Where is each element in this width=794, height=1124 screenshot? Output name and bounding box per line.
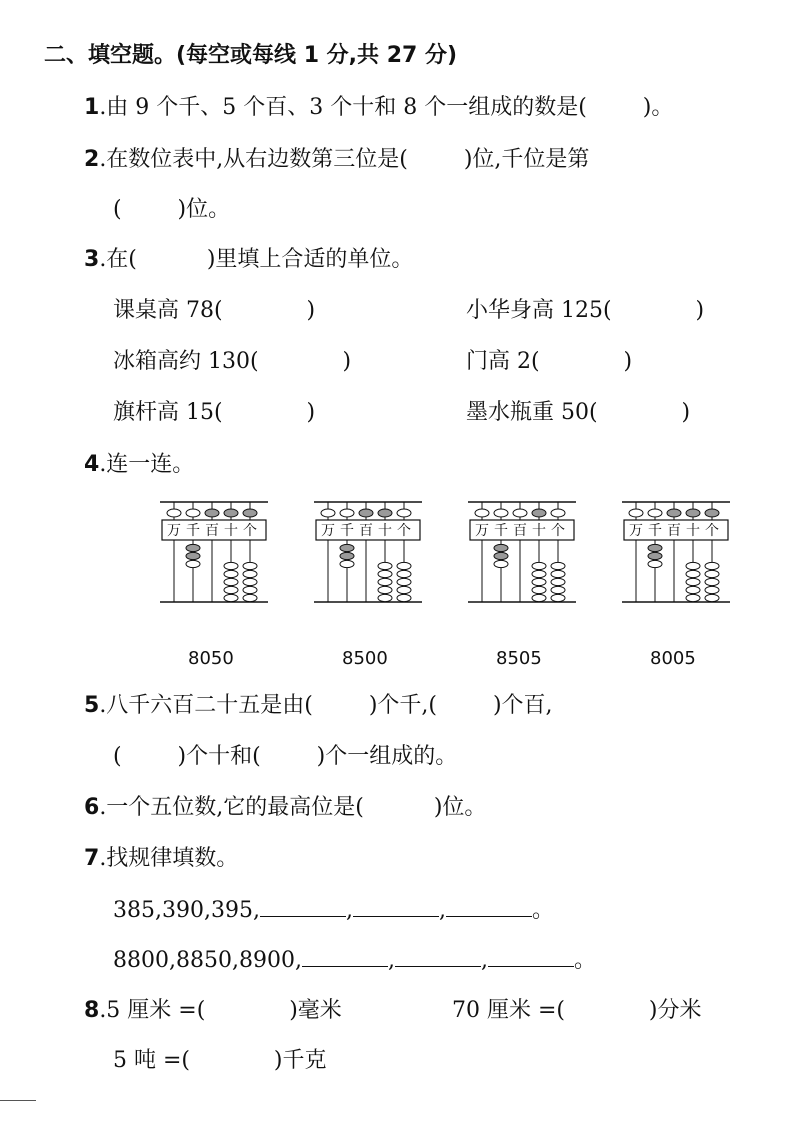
bead: [378, 509, 392, 517]
bead: [551, 509, 565, 517]
question-8-part-2: 70 厘米 =( )分米: [452, 998, 702, 1023]
bead: [340, 544, 354, 551]
place-value-label: 万: [321, 523, 335, 539]
number-label: 8005: [650, 648, 696, 669]
bead: [705, 509, 719, 517]
bead: [378, 594, 392, 601]
unit-item: 课桌高 78( ): [113, 298, 316, 323]
answer-blank: [353, 896, 439, 917]
question-text: .连一连。: [99, 452, 195, 477]
bead: [532, 509, 546, 517]
question-number: 8: [84, 998, 100, 1023]
bead: [648, 560, 662, 567]
question-3: [84, 246, 413, 274]
question-text: .一个五位数,它的最高位是( )位。: [99, 795, 487, 820]
bead: [378, 570, 392, 577]
bead: [532, 578, 546, 585]
question-4: [84, 451, 194, 479]
bead: [340, 509, 354, 517]
place-value-label: 十: [532, 523, 546, 539]
bead: [648, 552, 662, 559]
bead: [705, 562, 719, 569]
question-text: .在数位表中,从右边数第三位是( )位,千位是第: [99, 147, 590, 172]
bead: [340, 552, 354, 559]
question-1: [84, 94, 673, 122]
bead: [243, 594, 257, 601]
place-value-label: 个: [705, 523, 719, 539]
bead: [224, 509, 238, 517]
bead: [667, 509, 681, 517]
question-text: .由 9 个千、5 个百、3 个十和 8 个一组成的数是( )。: [99, 95, 674, 120]
question-2-continued: ( )位。: [113, 197, 231, 222]
question-number: 3: [84, 247, 100, 272]
bead: [397, 594, 411, 601]
question-8-part-3: 5 吨 =( )千克: [113, 1048, 327, 1073]
bead: [243, 509, 257, 517]
bead: [629, 509, 643, 517]
place-value-label: 个: [243, 523, 257, 539]
bead: [532, 586, 546, 593]
abacus-svg: [468, 498, 576, 606]
question-8: [84, 997, 342, 1025]
question-number: 2: [84, 147, 100, 172]
place-value-label: 百: [359, 523, 373, 539]
place-value-label: 百: [205, 523, 219, 539]
question-number: 6: [84, 795, 100, 820]
place-value-label: 万: [629, 523, 643, 539]
bead: [224, 570, 238, 577]
bead: [686, 594, 700, 601]
question-5-continued: ( )个十和( )个一组成的。: [113, 744, 458, 769]
unit-item: 小华身高 125( ): [466, 298, 705, 323]
abacus-2: [314, 498, 422, 606]
bead: [224, 562, 238, 569]
bead: [686, 509, 700, 517]
abacus-1: [160, 498, 268, 606]
place-value-label: 千: [340, 523, 354, 539]
abacus-svg: [314, 498, 422, 606]
question-text: .八千六百二十五是由( )个千,( )个百,: [99, 693, 553, 718]
bead: [321, 509, 335, 517]
bead: [224, 594, 238, 601]
bead: [532, 594, 546, 601]
number-label: 8505: [496, 648, 542, 669]
footer-rule: [0, 1100, 36, 1101]
bead: [686, 578, 700, 585]
abacus-4: [622, 498, 730, 606]
bead: [551, 586, 565, 593]
bead: [186, 552, 200, 559]
unit-item: 旗杆高 15( ): [113, 400, 316, 425]
place-value-label: 百: [513, 523, 527, 539]
question-number: 4: [84, 452, 100, 477]
question-5: [84, 692, 553, 720]
bead: [686, 570, 700, 577]
bead: [186, 560, 200, 567]
bead: [397, 586, 411, 593]
bead: [532, 562, 546, 569]
bead: [224, 586, 238, 593]
abacus-svg: [622, 498, 730, 606]
number-label: 8050: [188, 648, 234, 669]
place-value-label: 十: [224, 523, 238, 539]
bead: [475, 509, 489, 517]
bead: [494, 544, 508, 551]
bead: [378, 578, 392, 585]
bead: [494, 509, 508, 517]
place-value-label: 千: [186, 523, 200, 539]
bead: [167, 509, 181, 517]
bead: [186, 544, 200, 551]
question-6: [84, 794, 486, 822]
answer-blank: [260, 896, 346, 917]
bead: [378, 586, 392, 593]
sequence-values: 385,390,395,: [113, 898, 260, 923]
bead: [551, 562, 565, 569]
question-text: .找规律填数。: [99, 846, 239, 871]
place-value-label: 千: [648, 523, 662, 539]
bead: [243, 586, 257, 593]
bead: [705, 570, 719, 577]
bead: [243, 578, 257, 585]
question-7: [84, 845, 238, 873]
bead: [494, 560, 508, 567]
bead: [243, 570, 257, 577]
bead: [532, 570, 546, 577]
bead: [359, 509, 373, 517]
bead: [397, 562, 411, 569]
bead: [243, 562, 257, 569]
place-value-label: 个: [551, 523, 565, 539]
bead: [686, 586, 700, 593]
sequence-values: 8800,8850,8900,: [113, 948, 302, 973]
place-value-label: 万: [475, 523, 489, 539]
bead: [705, 586, 719, 593]
unit-item: 冰箱高约 130( ): [113, 349, 352, 374]
sequence-2: 8800,8850,8900, , , 。: [113, 948, 596, 973]
answer-blank: [446, 896, 532, 917]
place-value-label: 万: [167, 523, 181, 539]
question-2: [84, 146, 589, 174]
abacus-svg: [160, 498, 268, 606]
question-text: .5 厘米 =( )毫米: [99, 998, 342, 1023]
question-number: 5: [84, 693, 100, 718]
place-value-label: 十: [378, 523, 392, 539]
bead: [551, 578, 565, 585]
question-number: 7: [84, 846, 100, 871]
place-value-label: 十: [686, 523, 700, 539]
bead: [648, 509, 662, 517]
question-number: 1: [84, 95, 100, 120]
section-title: 二、填空题。(每空或每线 1 分,共 27 分): [44, 43, 458, 68]
answer-blank: [488, 946, 574, 967]
question-text: .在( )里填上合适的单位。: [99, 247, 414, 272]
unit-item: 门高 2( ): [466, 349, 633, 374]
bead: [397, 570, 411, 577]
bead: [186, 509, 200, 517]
place-value-label: 千: [494, 523, 508, 539]
bead: [494, 552, 508, 559]
bead: [648, 544, 662, 551]
answer-blank: [395, 946, 481, 967]
bead: [551, 594, 565, 601]
number-label: 8500: [342, 648, 388, 669]
place-value-label: 百: [667, 523, 681, 539]
bead: [205, 509, 219, 517]
bead: [378, 562, 392, 569]
bead: [224, 578, 238, 585]
bead: [513, 509, 527, 517]
bead: [551, 570, 565, 577]
place-value-label: 个: [397, 523, 411, 539]
bead: [705, 594, 719, 601]
answer-blank: [302, 946, 388, 967]
abacus-3: [468, 498, 576, 606]
bead: [397, 578, 411, 585]
bead: [397, 509, 411, 517]
unit-item: 墨水瓶重 50( ): [466, 400, 691, 425]
bead: [686, 562, 700, 569]
sequence-1: 385,390,395, , , 。: [113, 898, 554, 923]
bead: [340, 560, 354, 567]
bead: [705, 578, 719, 585]
